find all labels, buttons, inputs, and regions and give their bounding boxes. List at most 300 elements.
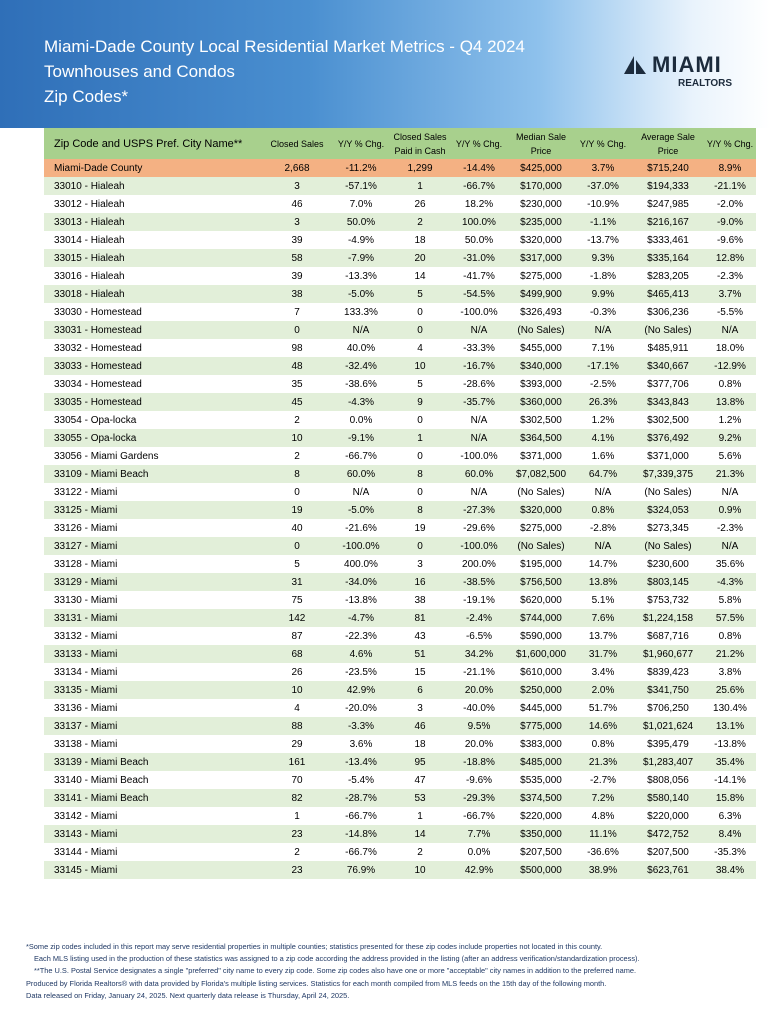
metric-cell: 0.8%	[704, 375, 756, 393]
metric-cell: -38.6%	[332, 375, 390, 393]
metric-cell: -2.4%	[450, 609, 508, 627]
metric-cell: -21.1%	[450, 663, 508, 681]
metric-cell: 3.4%	[574, 663, 632, 681]
column-header: Y/Y % Chg.	[332, 128, 390, 159]
metric-cell: 60.0%	[332, 465, 390, 483]
metric-cell: -14.8%	[332, 825, 390, 843]
metric-cell: 39	[262, 231, 332, 249]
metric-cell: N/A	[574, 537, 632, 555]
zip-city-cell: 33126 - Miami	[44, 519, 262, 537]
metric-cell: -1.8%	[574, 267, 632, 285]
table-row	[44, 249, 756, 267]
metric-cell: -23.5%	[332, 663, 390, 681]
zip-city-cell: 33030 - Homestead	[44, 303, 262, 321]
metric-cell: -2.0%	[704, 195, 756, 213]
metric-cell: $371,000	[508, 447, 574, 465]
metric-cell: -13.4%	[332, 753, 390, 771]
metric-cell: 76.9%	[332, 861, 390, 879]
zip-city-cell: 33141 - Miami Beach	[44, 789, 262, 807]
logo-sub: REALTORS	[678, 78, 733, 89]
metric-cell: $275,000	[508, 519, 574, 537]
metric-cell: 0.0%	[450, 843, 508, 861]
metric-cell: -12.9%	[704, 357, 756, 375]
metric-cell: $207,500	[508, 843, 574, 861]
metric-cell: 25.6%	[704, 681, 756, 699]
table-row	[44, 465, 756, 483]
metric-cell: $744,000	[508, 609, 574, 627]
metric-cell: $687,716	[632, 627, 704, 645]
zip-city-cell: 33133 - Miami	[44, 645, 262, 663]
metric-cell: 4.8%	[574, 807, 632, 825]
metric-cell: 50.0%	[450, 231, 508, 249]
zip-city-cell: 33132 - Miami	[44, 627, 262, 645]
metric-cell: 0.8%	[704, 627, 756, 645]
metric-cell: -19.1%	[450, 591, 508, 609]
metric-cell: 3	[390, 555, 450, 573]
metric-cell: N/A	[704, 537, 756, 555]
metric-cell: $371,000	[632, 447, 704, 465]
metric-cell: $465,413	[632, 285, 704, 303]
metric-cell: $472,752	[632, 825, 704, 843]
report-scope: Zip Codes*	[44, 87, 129, 106]
metric-cell: $535,000	[508, 771, 574, 789]
metric-cell: 10	[262, 681, 332, 699]
metric-cell: 21.2%	[704, 645, 756, 663]
metric-cell: -34.0%	[332, 573, 390, 591]
column-header: Y/Y % Chg.	[704, 128, 756, 159]
metric-cell: (No Sales)	[632, 537, 704, 555]
metric-cell: 18	[390, 735, 450, 753]
metric-cell: $839,423	[632, 663, 704, 681]
metric-cell: $383,000	[508, 735, 574, 753]
metric-cell: 1	[390, 807, 450, 825]
metric-cell: $283,205	[632, 267, 704, 285]
zip-city-cell: 33143 - Miami	[44, 825, 262, 843]
metric-cell: 5.1%	[574, 591, 632, 609]
metric-cell: 48	[262, 357, 332, 375]
metric-cell: 4	[390, 339, 450, 357]
metric-cell: $1,600,000	[508, 645, 574, 663]
metric-cell: 9.5%	[450, 717, 508, 735]
metric-cell: -21.1%	[704, 177, 756, 195]
metric-cell: 57.5%	[704, 609, 756, 627]
metric-cell: -2.3%	[704, 519, 756, 537]
metric-cell: 15.8%	[704, 789, 756, 807]
metric-cell: -20.0%	[332, 699, 390, 717]
zip-city-cell: 33122 - Miami	[44, 483, 262, 501]
metric-cell: 64.7%	[574, 465, 632, 483]
metric-cell: (No Sales)	[508, 537, 574, 555]
metric-cell: 38	[262, 285, 332, 303]
metric-cell: 9.2%	[704, 429, 756, 447]
table-row	[44, 447, 756, 465]
report-title: Miami-Dade County Local Residential Market Metrics - Q4 2024	[44, 37, 525, 56]
metric-cell: 15	[390, 663, 450, 681]
footnote-1: *Some zip codes included in this report may serve residential properties in multiple counties; statistics presented for these zip codes include properties not located in this county.	[26, 942, 603, 951]
metric-cell: 20	[390, 249, 450, 267]
column-header-zip: Zip Code and USPS Pref. City Name**	[44, 128, 262, 159]
zip-city-cell: 33013 - Hialeah	[44, 213, 262, 231]
metric-cell: N/A	[574, 321, 632, 339]
metric-cell: 0	[390, 447, 450, 465]
metric-cell: 13.8%	[574, 573, 632, 591]
metric-cell: 2	[262, 843, 332, 861]
metric-cell: 5.8%	[704, 591, 756, 609]
zip-city-cell: 33109 - Miami Beach	[44, 465, 262, 483]
metric-cell: 20.0%	[450, 681, 508, 699]
metric-cell: -100.0%	[450, 537, 508, 555]
table-row	[44, 519, 756, 537]
metric-cell: 11.1%	[574, 825, 632, 843]
market-metrics-table	[44, 128, 756, 879]
metric-cell: $753,732	[632, 591, 704, 609]
metric-cell: -28.6%	[450, 375, 508, 393]
footnotes	[26, 941, 756, 1002]
metric-cell: -66.7%	[332, 447, 390, 465]
zip-city-cell: 33055 - Opa-locka	[44, 429, 262, 447]
zip-city-cell: 33127 - Miami	[44, 537, 262, 555]
metric-cell: 38	[390, 591, 450, 609]
metric-cell: $324,053	[632, 501, 704, 519]
metric-cell: 6.3%	[704, 807, 756, 825]
metric-cell: 40.0%	[332, 339, 390, 357]
metric-cell: -0.3%	[574, 303, 632, 321]
zip-city-cell: 33034 - Homestead	[44, 375, 262, 393]
metric-cell: 82	[262, 789, 332, 807]
metric-cell: $220,000	[508, 807, 574, 825]
zip-city-cell: 33125 - Miami	[44, 501, 262, 519]
metric-cell: -2.8%	[574, 519, 632, 537]
metric-cell: $250,000	[508, 681, 574, 699]
zip-city-cell: 33135 - Miami	[44, 681, 262, 699]
metric-cell: -5.0%	[332, 285, 390, 303]
metric-cell: $235,000	[508, 213, 574, 231]
metric-cell: 53	[390, 789, 450, 807]
footnote-5: Data released on Friday, January 24, 2025. Next quarterly data release is Thursday, April 24, 2025.	[26, 990, 350, 1000]
metric-cell: $377,706	[632, 375, 704, 393]
metric-cell: -18.8%	[450, 753, 508, 771]
metric-cell: 133.3%	[332, 303, 390, 321]
metric-cell: 26	[390, 195, 450, 213]
zip-city-cell: 33056 - Miami Gardens	[44, 447, 262, 465]
metric-cell: 23	[262, 861, 332, 879]
metric-cell: -2.3%	[704, 267, 756, 285]
zip-city-cell: 33134 - Miami	[44, 663, 262, 681]
metric-cell: 0.8%	[574, 735, 632, 753]
footnote-2: Each MLS listing used in the production of these statistics was assigned to a zip code according the address provided in the listing (after an address verification/standardization process).	[34, 954, 640, 964]
table-row	[44, 285, 756, 303]
metric-cell: 9.3%	[574, 249, 632, 267]
metric-cell: 46	[262, 195, 332, 213]
metric-cell: 58	[262, 249, 332, 267]
metric-cell: 8.4%	[704, 825, 756, 843]
metric-cell: 5	[390, 285, 450, 303]
metric-cell: 8.9%	[704, 159, 756, 177]
metric-cell: -35.3%	[704, 843, 756, 861]
metric-cell: -1.1%	[574, 213, 632, 231]
metric-cell: 1.2%	[704, 411, 756, 429]
metric-cell: $302,500	[508, 411, 574, 429]
metric-cell: 10	[390, 357, 450, 375]
table-row	[44, 825, 756, 843]
metric-cell: $360,000	[508, 393, 574, 411]
table-row	[44, 699, 756, 717]
metric-cell: 400.0%	[332, 555, 390, 573]
metric-cell: 5	[390, 375, 450, 393]
metric-cell: -17.1%	[574, 357, 632, 375]
zip-city-cell: 33128 - Miami	[44, 555, 262, 573]
zip-city-cell: 33140 - Miami Beach	[44, 771, 262, 789]
metric-cell: $500,000	[508, 861, 574, 879]
metric-cell: -6.5%	[450, 627, 508, 645]
table-row	[44, 573, 756, 591]
zip-city-cell: 33031 - Homestead	[44, 321, 262, 339]
metric-cell: -29.6%	[450, 519, 508, 537]
metric-cell: -54.5%	[450, 285, 508, 303]
metric-cell: 26	[262, 663, 332, 681]
zip-city-cell: 33129 - Miami	[44, 573, 262, 591]
zip-city-cell: 33015 - Hialeah	[44, 249, 262, 267]
metric-cell: 9.9%	[574, 285, 632, 303]
footnote-3: **The U.S. Postal Service designates a single "preferred" city name to every zip code. Some zip codes also have one or more "acceptable" city names in addition to the preferred name.	[34, 966, 637, 976]
metric-cell: 98	[262, 339, 332, 357]
metric-cell: -66.7%	[450, 807, 508, 825]
metric-cell: $485,911	[632, 339, 704, 357]
metric-cell: $1,224,158	[632, 609, 704, 627]
metric-cell: $364,500	[508, 429, 574, 447]
metric-cell: 2	[390, 213, 450, 231]
metric-cell: N/A	[332, 483, 390, 501]
metric-cell: -14.1%	[704, 771, 756, 789]
metric-cell: 7.7%	[450, 825, 508, 843]
metric-cell: $455,000	[508, 339, 574, 357]
metric-cell: $485,000	[508, 753, 574, 771]
metric-cell: 1.6%	[574, 447, 632, 465]
metric-cell: -40.0%	[450, 699, 508, 717]
metric-cell: -5.0%	[332, 501, 390, 519]
metric-cell: $623,761	[632, 861, 704, 879]
metric-cell: $1,960,677	[632, 645, 704, 663]
metric-cell: $350,000	[508, 825, 574, 843]
table-row	[44, 429, 756, 447]
metric-cell: -4.9%	[332, 231, 390, 249]
county-total-row	[44, 159, 756, 177]
metric-cell: 142	[262, 609, 332, 627]
metric-cell: 1	[262, 807, 332, 825]
table-row	[44, 483, 756, 501]
metric-cell: -9.0%	[704, 213, 756, 231]
metric-cell: 4	[262, 699, 332, 717]
zip-city-cell: 33035 - Homestead	[44, 393, 262, 411]
metric-cell: 14.7%	[574, 555, 632, 573]
metric-cell: 6	[390, 681, 450, 699]
metric-cell: -100.0%	[332, 537, 390, 555]
metric-cell: 68	[262, 645, 332, 663]
metric-cell: 8	[390, 501, 450, 519]
metric-cell: 8	[390, 465, 450, 483]
metric-cell: -4.3%	[332, 393, 390, 411]
metric-cell: 14	[390, 267, 450, 285]
metric-cell: 7.2%	[574, 789, 632, 807]
metric-cell: -33.3%	[450, 339, 508, 357]
metric-cell: 1,299	[390, 159, 450, 177]
metric-cell: -11.2%	[332, 159, 390, 177]
table-row	[44, 195, 756, 213]
metric-cell: 23	[262, 825, 332, 843]
metric-cell: 95	[390, 753, 450, 771]
metric-cell: -41.7%	[450, 267, 508, 285]
table-row	[44, 681, 756, 699]
metric-cell: -7.9%	[332, 249, 390, 267]
metric-cell: 0	[390, 537, 450, 555]
metric-cell: -100.0%	[450, 303, 508, 321]
metric-cell: $590,000	[508, 627, 574, 645]
metric-cell: $803,145	[632, 573, 704, 591]
metric-cell: -13.8%	[704, 735, 756, 753]
zip-city-cell: 33137 - Miami	[44, 717, 262, 735]
metric-cell: 18.2%	[450, 195, 508, 213]
zip-city-cell: 33142 - Miami	[44, 807, 262, 825]
metric-cell: 3	[262, 177, 332, 195]
metric-cell: $326,493	[508, 303, 574, 321]
table-row	[44, 339, 756, 357]
metric-cell: N/A	[450, 411, 508, 429]
metric-cell: $335,164	[632, 249, 704, 267]
metric-cell: 18.0%	[704, 339, 756, 357]
zip-city-cell: 33139 - Miami Beach	[44, 753, 262, 771]
metric-cell: $220,000	[632, 807, 704, 825]
metric-cell: -35.7%	[450, 393, 508, 411]
metric-cell: 16	[390, 573, 450, 591]
metric-cell: $499,900	[508, 285, 574, 303]
metric-cell: $7,339,375	[632, 465, 704, 483]
metric-cell: -22.3%	[332, 627, 390, 645]
metric-cell: $610,000	[508, 663, 574, 681]
metric-cell: -16.7%	[450, 357, 508, 375]
table-row	[44, 609, 756, 627]
metric-cell: -29.3%	[450, 789, 508, 807]
table-row	[44, 753, 756, 771]
metric-cell: -32.4%	[332, 357, 390, 375]
metric-cell: -28.7%	[332, 789, 390, 807]
metric-cell: -13.3%	[332, 267, 390, 285]
metric-cell: -13.7%	[574, 231, 632, 249]
metric-cell: -5.4%	[332, 771, 390, 789]
metric-cell: -57.1%	[332, 177, 390, 195]
metric-cell: 2	[390, 843, 450, 861]
metric-cell: 3.6%	[332, 735, 390, 753]
metric-cell: 7.1%	[574, 339, 632, 357]
zip-city-cell: Miami-Dade County	[44, 159, 262, 177]
zip-city-cell: 33014 - Hialeah	[44, 231, 262, 249]
metric-cell: $195,000	[508, 555, 574, 573]
column-header: Average Sale Price	[632, 128, 704, 159]
table-row	[44, 411, 756, 429]
metric-cell: 9	[390, 393, 450, 411]
metric-cell: 46	[390, 717, 450, 735]
metric-cell: (No Sales)	[632, 321, 704, 339]
metric-cell: -66.7%	[332, 843, 390, 861]
table-row	[44, 267, 756, 285]
zip-city-cell: 33138 - Miami	[44, 735, 262, 753]
metric-cell: 35	[262, 375, 332, 393]
metric-cell: 7.0%	[332, 195, 390, 213]
zip-city-cell: 33130 - Miami	[44, 591, 262, 609]
metric-cell: $317,000	[508, 249, 574, 267]
metric-cell: 31.7%	[574, 645, 632, 663]
metric-cell: 0	[390, 321, 450, 339]
metric-cell: -31.0%	[450, 249, 508, 267]
metric-cell: 3.7%	[704, 285, 756, 303]
metric-cell: $247,985	[632, 195, 704, 213]
metric-cell: $302,500	[632, 411, 704, 429]
metric-cell: 35.4%	[704, 753, 756, 771]
metric-cell: $194,333	[632, 177, 704, 195]
metric-cell: 4.1%	[574, 429, 632, 447]
metric-cell: 200.0%	[450, 555, 508, 573]
metric-cell: N/A	[574, 483, 632, 501]
metric-cell: -3.3%	[332, 717, 390, 735]
metric-cell: 31	[262, 573, 332, 591]
metric-cell: 10	[390, 861, 450, 879]
metric-cell: 10	[262, 429, 332, 447]
table-row	[44, 177, 756, 195]
miami-realtors-logo	[622, 52, 732, 92]
metric-cell: 0	[390, 303, 450, 321]
metric-cell: 0	[262, 537, 332, 555]
zip-city-cell: 33010 - Hialeah	[44, 177, 262, 195]
table-row	[44, 861, 756, 879]
table-row	[44, 321, 756, 339]
metric-cell: 5.6%	[704, 447, 756, 465]
metric-cell: 21.3%	[574, 753, 632, 771]
metric-cell: (No Sales)	[508, 321, 574, 339]
metric-cell: 43	[390, 627, 450, 645]
zip-city-cell: 33032 - Homestead	[44, 339, 262, 357]
metric-cell: 38.9%	[574, 861, 632, 879]
metric-cell: 0.9%	[704, 501, 756, 519]
table-row	[44, 537, 756, 555]
metric-cell: 18	[390, 231, 450, 249]
metric-cell: $756,500	[508, 573, 574, 591]
metric-cell: $230,600	[632, 555, 704, 573]
sailboat-icon	[622, 54, 648, 76]
metric-cell: 81	[390, 609, 450, 627]
metric-cell: 0	[262, 483, 332, 501]
table-row	[44, 789, 756, 807]
metric-cell: N/A	[704, 483, 756, 501]
metric-cell: $340,667	[632, 357, 704, 375]
metric-cell: -66.7%	[450, 177, 508, 195]
metric-cell: 2.0%	[574, 681, 632, 699]
metric-cell: $620,000	[508, 591, 574, 609]
table-row	[44, 717, 756, 735]
metric-cell: -2.5%	[574, 375, 632, 393]
metric-cell: -9.6%	[450, 771, 508, 789]
metric-cell: 26.3%	[574, 393, 632, 411]
metric-cell: $7,082,500	[508, 465, 574, 483]
table-row	[44, 213, 756, 231]
metric-cell: 42.9%	[332, 681, 390, 699]
metric-cell: N/A	[450, 429, 508, 447]
table-row	[44, 555, 756, 573]
metric-cell: 3	[390, 699, 450, 717]
metric-cell: $445,000	[508, 699, 574, 717]
metric-cell: 88	[262, 717, 332, 735]
metric-cell: 51.7%	[574, 699, 632, 717]
metric-cell: -9.6%	[704, 231, 756, 249]
metric-cell: 2	[262, 411, 332, 429]
